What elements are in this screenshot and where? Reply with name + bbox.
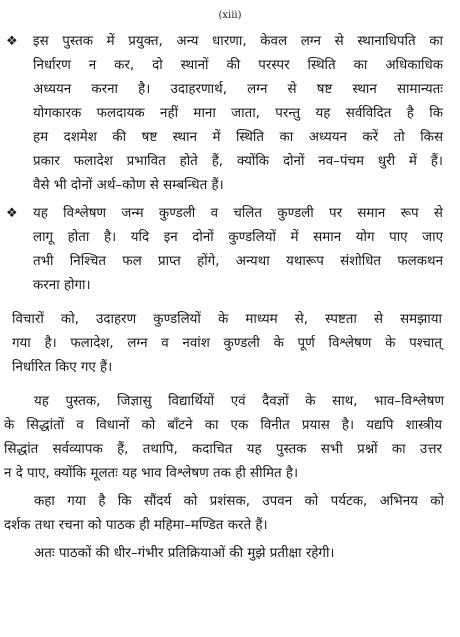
paragraph-3-line: दर्शक तथा रचना को पाठक ही महिमा–मण्डित करते हैं। (4, 518, 268, 533)
diamond-bullet-icon: ❖ (6, 34, 18, 49)
bullet-1-line: निर्धारण न कर, दो स्थानों की परस्पर स्थिति का अधिकाधिक (33, 58, 443, 73)
page-number: (xiii) (218, 10, 242, 21)
paragraph-1-line: गया है। फलादेश, लग्न व नवांश कुण्डली के पूर्ण विश्लेषण के पश्चात् (12, 336, 442, 351)
bullet-2-line: करना होगा। (33, 278, 91, 293)
bullet-2-line: तभी निश्चित फल प्राप्त होंगे, अन्यथा यथारूप संशोधित फलकथन (33, 254, 443, 269)
paragraph-2-line: के सिद्धांतों व विधानों को बाँटने का एक विनीत प्रयास है। यद्यपि शास्त्रीय (4, 418, 442, 433)
paragraph-2-line: यह पुस्तक, जिज्ञासु विद्यार्थियों एवं दैवज्ञों के साथ, भाव–विश्लेषण (34, 394, 444, 409)
paragraph-1 (0, 308, 460, 380)
paragraph-1-line: विचारों को, उदाहरण कुण्डलियों के माध्यम से, स्पष्टता से समझाया (12, 312, 442, 327)
paragraph-3-line: कहा गया है कि सौंदर्य को प्रशंसक, उपवन को पर्यटक, अभिनय को (34, 494, 444, 509)
bullet-2-line: यह विश्लेषण जन्म कुण्डली व चलित कुण्डली पर समान रूप से (33, 206, 443, 221)
bullet-point-2 (0, 202, 460, 298)
paragraph-1-line: निर्धारित किए गए हैं। (12, 360, 113, 375)
paragraph-2-line: सिद्धांत सर्वव्यापक हैं, तथापि, कदाचित यह पुस्तक सभी प्रश्नों का उत्तर (4, 442, 442, 457)
diamond-bullet-icon: ❖ (6, 206, 18, 221)
paragraph-4-line: अतः पाठकों की धीर–गंभीर प्रतिक्रियाओं की मुझे प्रतीक्षा रहेगी। (34, 546, 335, 561)
bullet-1-line: हम दशमेश की षष्ट स्थान में स्थिति का अध्ययन करें तो किस (33, 130, 443, 145)
bullet-1-line: योगकारक फलदायक नहीं माना जाता, परन्तु यह सर्वविदित है कि (33, 106, 443, 121)
paragraph-3 (0, 490, 460, 538)
bullet-1-line: प्रकार फलादेश प्रभावित होते हैं, क्योंकि दोनों नव–पंचम धुरी में हैं। (33, 154, 443, 169)
page-body (0, 30, 460, 566)
bullet-1-line: वैसे भी दोनों अर्थ–कोण से सम्बन्धित हैं। (33, 178, 224, 193)
bullet-1-line: अध्ययन करना है। उदाहरणार्थ, लग्न से षष्ट स्थान सामान्यतः (33, 82, 443, 97)
bullet-point-1 (0, 30, 460, 198)
paragraph-4 (0, 542, 460, 566)
bullet-1-line: इस पुस्तक में प्रयुक्त, अन्य धारणा, केवल लग्न से स्थानाधिपति का (33, 34, 443, 49)
paragraph-2-line: न दे पाए, क्योंकि मूलतः यह भाव विश्लेषण तक ही सीमित है। (4, 466, 299, 481)
bullet-2-line: लागू होता है। यदि इन दोनों कुण्डलियों में समान योग पाए जाए (33, 230, 443, 245)
paragraph-2 (0, 390, 460, 486)
